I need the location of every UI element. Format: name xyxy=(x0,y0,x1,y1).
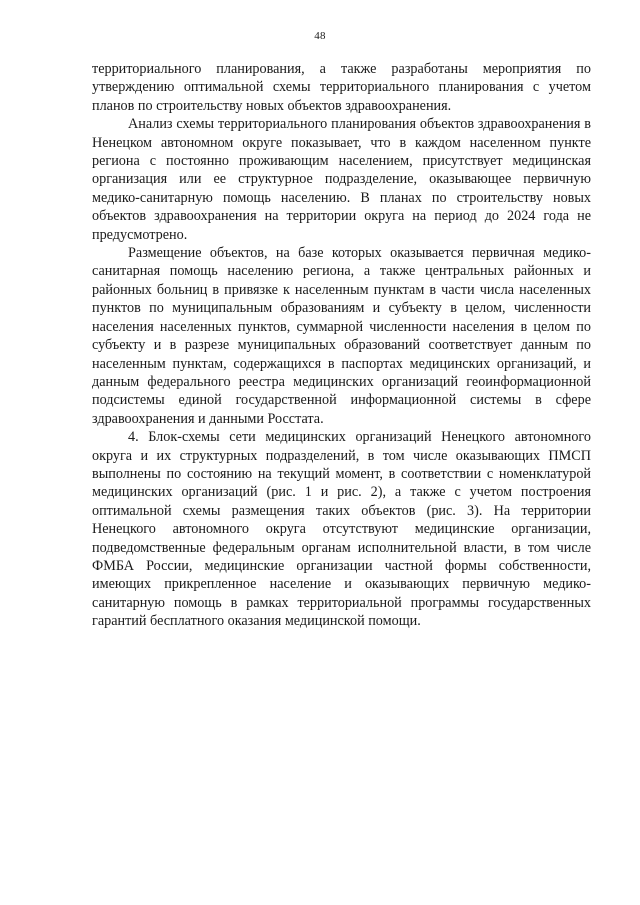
paragraph-placement: Размещение объектов, на базе которых оказывается первичная медико-санитарная помощь населению региона, а также центральных районных и районных больниц в привязке к населенным пунктам в части числа населенных пунктов по муниципальным образованиям и субъекту в целом, численности населения населенных пунктов, суммарной численности населения в целом по субъекту и в разрезе муниципальных образований соответствует данным по населенным пунктам, содержащихся в паспортах медицинских организаций, и данным федерального реестра медицинских организаций геоинформационной подсистемы единой государственной информационной системы в сфере здравоохранения и данными Росстата. xyxy=(92,245,591,427)
paragraph-continuation: территориального планирования, а также разработаны мероприятия по утверждению оптимальной схемы территориального планирования с учетом планов по строительству новых объектов здравоохранения. xyxy=(92,61,591,114)
document-body xyxy=(92,60,591,631)
page-number: 48 xyxy=(314,30,326,42)
paragraph-block-schemes: 4. Блок-схемы сети медицинских организаций Ненецкого автономного округа и их структурных подразделений, в том числе оказывающих ПМСП выполнены по состоянию на текущий момент, в соответствии с номенклатурой медицинских организаций (рис. 1 и рис. 2), а также с учетом построения оптимальной схемы размещения таких объектов (рис. 3). На территории Ненецкого автономного округа отсутствуют медицинские организации, подведомственные федеральным органам исполнительной власти, в том числе ФМБА России, медицинские организации частной формы собственности, имеющих прикрепленное население и оказывающих первичную медико-санитарную помощь в рамках территориальной программы государственных гарантий бесплатного оказания медицинской помощи. xyxy=(92,429,591,630)
paragraph-analysis: Анализ схемы территориального планирования объектов здравоохранения в Ненецком автономном округе показывает, что в каждом населенном пункте региона с постоянно проживающим населением, присутствует медицинская организация или ее структурное подразделение, оказывающее первичную медико-санитарную помощь населению. В планах по строительству новых объектов здравоохранения на территории округа на период до 2024 года не предусмотрено. xyxy=(92,116,591,243)
